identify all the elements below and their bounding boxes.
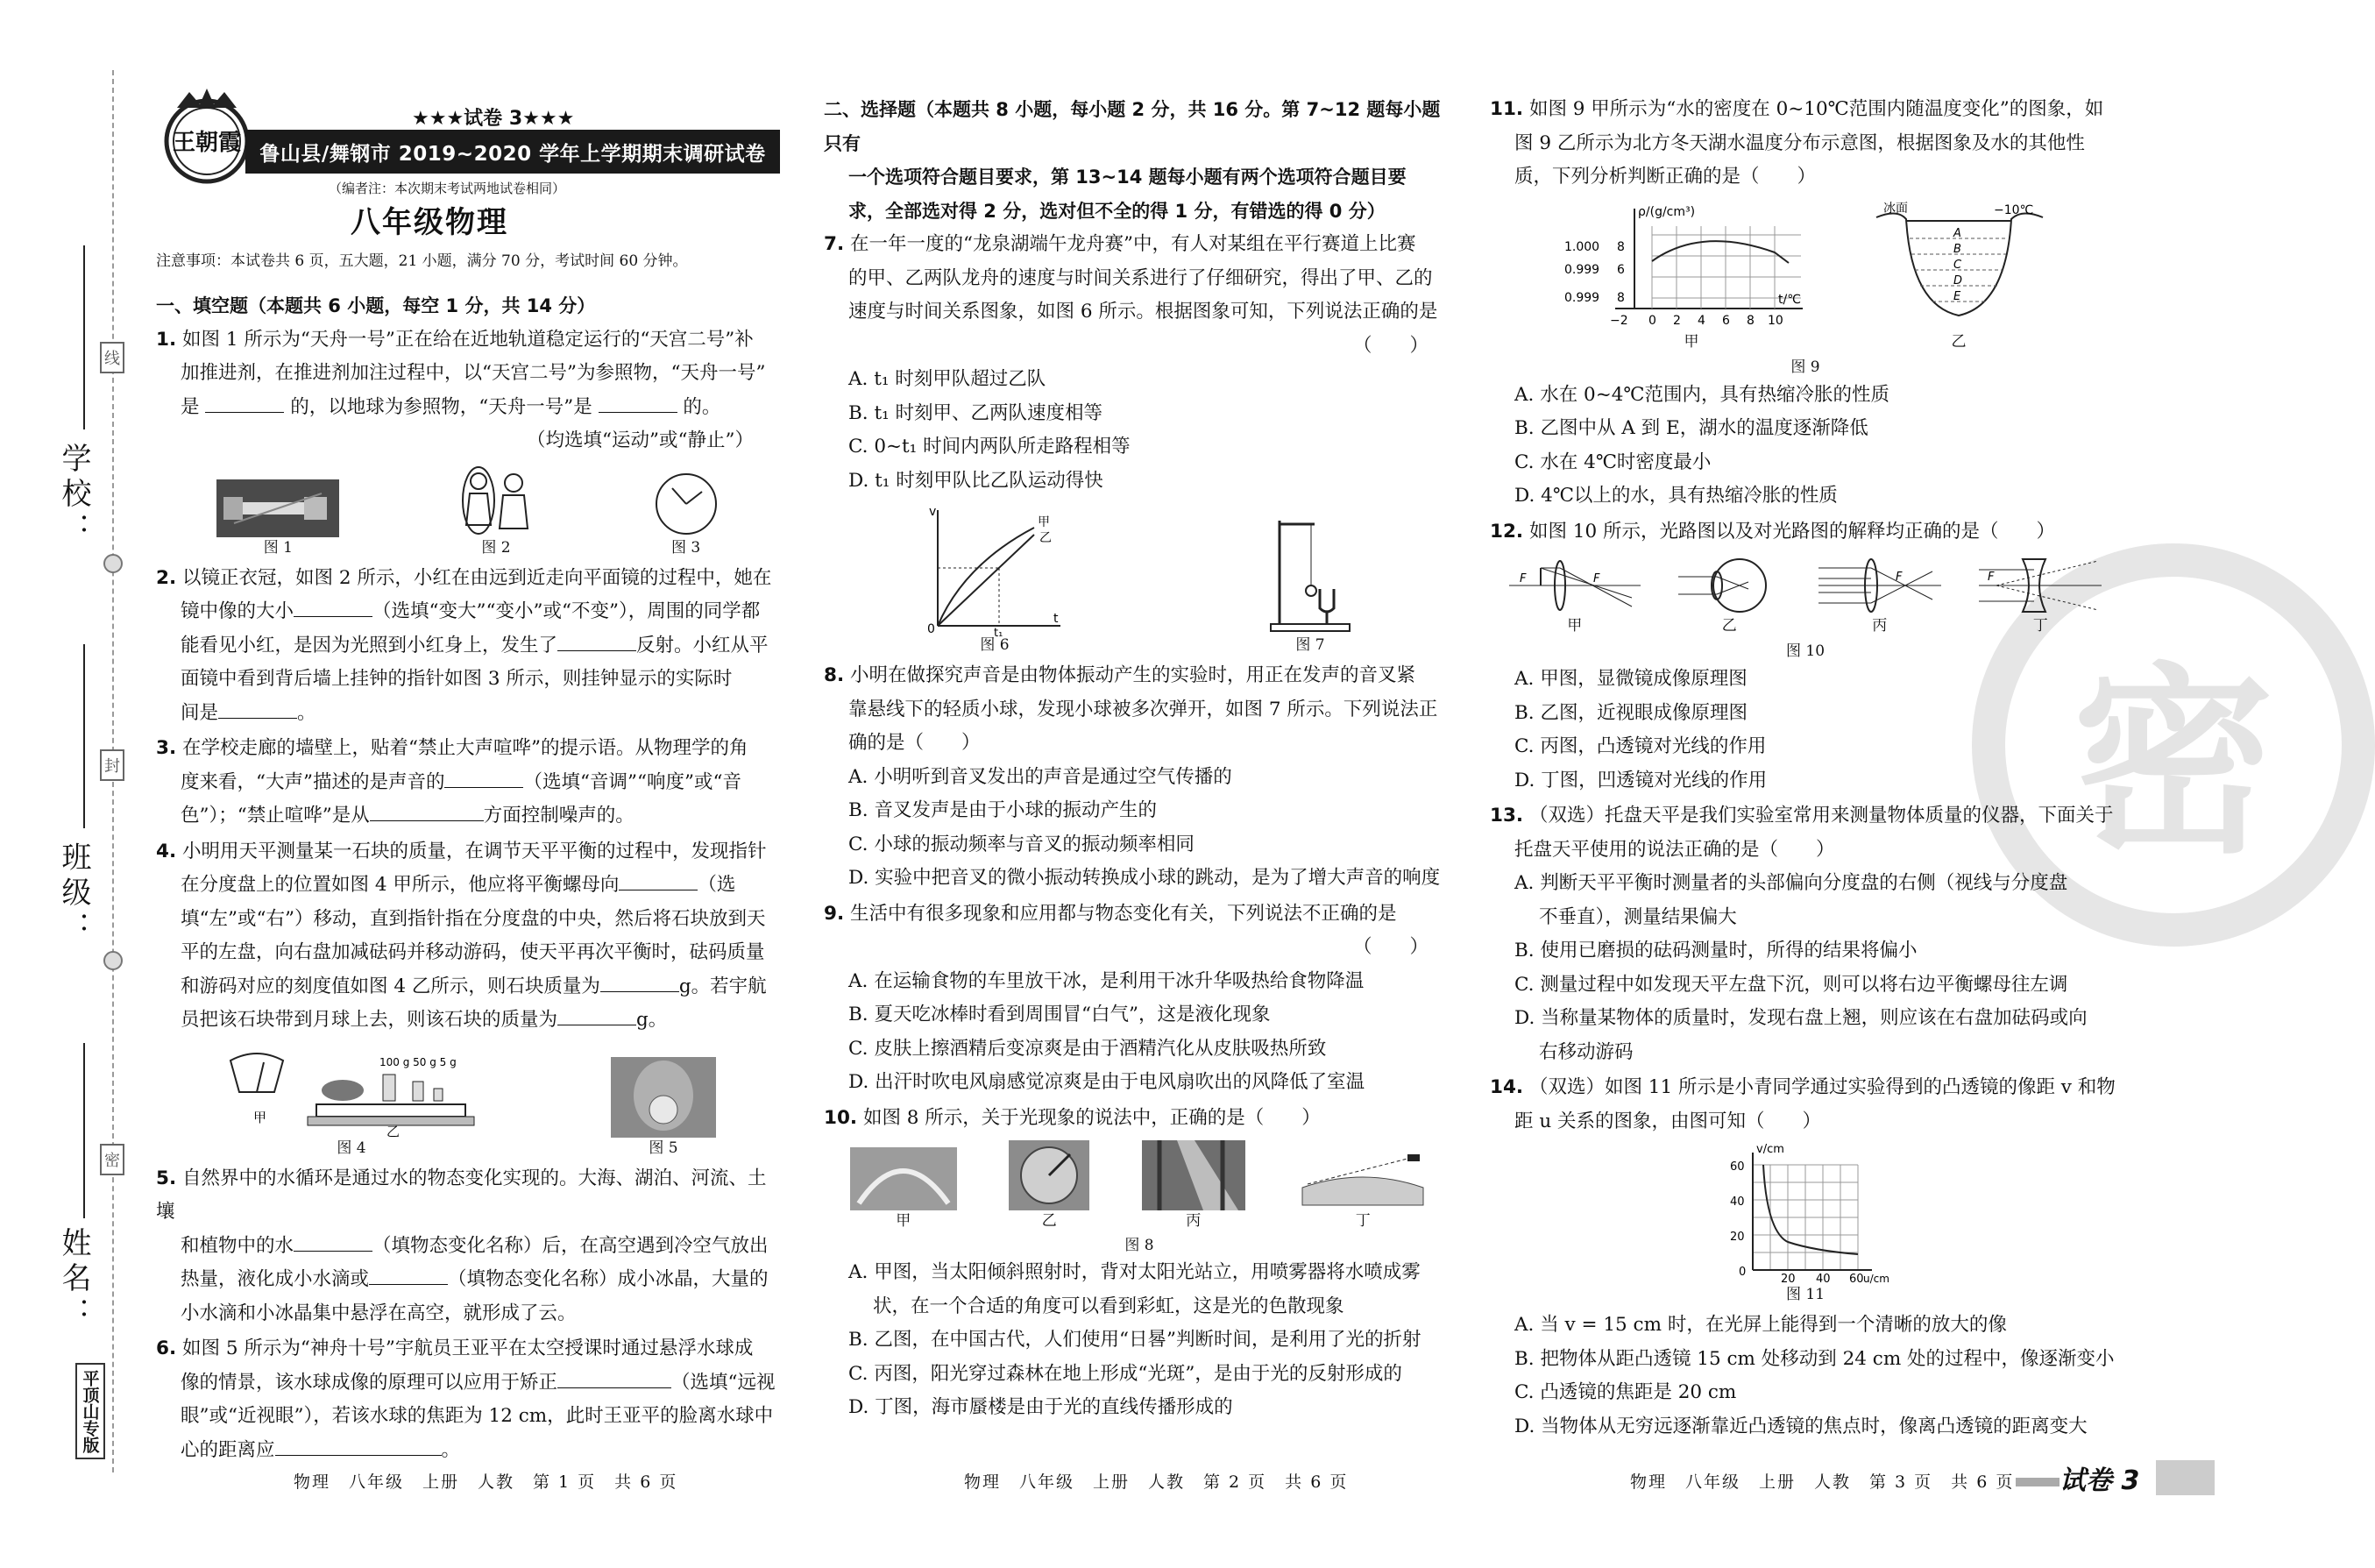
svg-text:0.999: 0.999 bbox=[1564, 262, 1600, 277]
question-13: 13. （双选）托盘天平是我们实验室常用来测量物体质量的仪器，下面关于 托盘天平使用的说法正确的是（ ） A. 判断天平平衡时测量者的头部偏向分度盘的右侧（视线与分度盘 不垂直），测量结果偏大 B. 使用已磨损的砝码测量时，所得的结果将偏小 C. 测量过程中如发现天平左盘下沉，则可以将右边平衡螺母往左调 D. 当称量某物体的质量时，发现右盘上翘，则应该在右盘加砝码或向 右移动游码 bbox=[1490, 799, 2121, 1069]
column-1 bbox=[156, 289, 780, 1469]
option-d[interactable]: D. 实验中把音叉的微小振动转换成小球的跳动，是为了增大声音的响度 bbox=[848, 867, 1441, 889]
binding-mark-line: 线 bbox=[100, 342, 124, 373]
magnifier-ray-diagram bbox=[1509, 554, 1641, 615]
answer-blank[interactable] bbox=[294, 596, 372, 617]
svg-text:−10℃: −10℃ bbox=[1994, 202, 2034, 217]
figure-8: 甲 乙 丙 丁 bbox=[824, 1140, 1455, 1231]
answer-blank[interactable] bbox=[619, 869, 698, 890]
option-c[interactable]: C. 小球的振动频率与音叉的振动频率相同 bbox=[848, 833, 1195, 855]
option-c[interactable]: C. 丙图，凸透镜对光线的作用 bbox=[1514, 735, 1767, 757]
svg-text:6: 6 bbox=[1617, 262, 1625, 277]
svg-text:甲: 甲 bbox=[1038, 515, 1050, 529]
svg-text:t: t bbox=[1053, 612, 1059, 626]
svg-text:F: F bbox=[1519, 572, 1527, 585]
svg-text:1.000: 1.000 bbox=[1564, 239, 1600, 254]
option-a[interactable]: A. 小明听到音叉发出的声音是通过空气传播的 bbox=[848, 765, 1232, 788]
svg-text:8: 8 bbox=[1617, 290, 1625, 305]
figure-3: 图 3 bbox=[653, 471, 720, 558]
option-a[interactable]: A. 甲图，当太阳倾斜照射时，背对太阳光站立，用喷雾器将水喷成雾 bbox=[848, 1261, 1421, 1283]
answer-blank[interactable] bbox=[600, 971, 679, 992]
option-c[interactable]: C. 皮肤上擦酒精后变凉爽是由于酒精汽化从皮肤吸热所致 bbox=[848, 1037, 1327, 1060]
svg-text:ρ/(g/cm³): ρ/(g/cm³) bbox=[1638, 204, 1696, 219]
figure-5: 图 5 bbox=[611, 1057, 716, 1159]
option-c[interactable]: C. 丙图，阳光穿过森林在地上形成“光斑”，是由于光的反射形成的 bbox=[848, 1362, 1402, 1385]
svg-text:v/cm: v/cm bbox=[1756, 1143, 1784, 1156]
svg-text:0.999: 0.999 bbox=[1564, 290, 1600, 305]
lake-temperature-diagram bbox=[1871, 200, 2046, 331]
figures-4-5 bbox=[156, 1043, 780, 1159]
answer-blank[interactable] bbox=[557, 1004, 636, 1025]
eye-ray-diagram bbox=[1678, 554, 1780, 615]
answer-blank[interactable] bbox=[369, 1264, 448, 1285]
svg-text:t₁: t₁ bbox=[994, 627, 1003, 640]
option-c[interactable]: C. 水在 4℃时密度最小 bbox=[1514, 451, 1712, 473]
question-10: 10. 如图 8 所示，关于光现象的说法中，正确的是（ ） bbox=[824, 1106, 1321, 1129]
question-3: 3. 在学校走廊的墙壁上，贴着“禁止大声喧哗”的提示语。从物理学的角 度来看，“大声”描述的是声音的 （选填“音调”“响度”或“音 色”）；“禁止喧哗”是从 方面控制噪声的。 bbox=[156, 737, 748, 827]
question-14: 14. （双选）如图 11 所示是小青同学通过实验得到的凸透镜的像距 v 和物 距 u 关系的图象，由图可知（ ） bbox=[1490, 1076, 2116, 1132]
figure-9-caption: 图 9 bbox=[1790, 358, 1820, 376]
option-a[interactable]: A. 判断天平平衡时测量者的头部偏向分度盘的右侧（视线与分度盘 bbox=[1514, 872, 2068, 894]
answer-blank[interactable] bbox=[557, 630, 636, 651]
footer-decoration bbox=[2016, 1478, 2060, 1486]
column-3 bbox=[1490, 93, 2121, 1445]
svg-text:F: F bbox=[1895, 571, 1903, 584]
fig4-yi-label: 乙 bbox=[386, 1123, 401, 1139]
binding-mark-secret: 密 bbox=[100, 1144, 124, 1175]
svg-text:D: D bbox=[1953, 273, 1963, 287]
class-field bbox=[83, 644, 85, 828]
logo-text: 王朝霞 bbox=[172, 130, 242, 156]
option-d[interactable]: D. 当称量某物体的质量时，发现右盘上翘，则应该在右盘加砝码或向 bbox=[1514, 1007, 2088, 1029]
question-14-options bbox=[1490, 1309, 2121, 1444]
option-a[interactable]: A. 在运输食物的车里放干冰，是利用干冰升华吸热给食物降温 bbox=[848, 969, 1365, 992]
svg-text:60: 60 bbox=[1730, 1160, 1745, 1174]
concave-lens-ray-diagram bbox=[1979, 554, 2102, 615]
svg-text:乙: 乙 bbox=[1039, 531, 1052, 545]
option-a[interactable]: A. 当 v = 15 cm 时，在光屏上能得到一个清晰的放大的像 bbox=[1514, 1314, 2007, 1336]
answer-blank[interactable] bbox=[205, 392, 284, 413]
balance-drawing bbox=[220, 1043, 483, 1138]
option-d[interactable]: D. 丁图，凹透镜对光线的作用 bbox=[1514, 769, 1768, 791]
option-d[interactable]: D. 4℃以上的水，具有热缩冷胀的性质 bbox=[1514, 485, 1838, 507]
footer-page-2: 物理 八年级 上册 人教 第 2 页 共 6 页 bbox=[964, 1472, 1349, 1492]
svg-text:0: 0 bbox=[1648, 313, 1656, 328]
question-2: 2. 以镜正衣冠，如图 2 所示，小红在由远到近走向平面镜的过程中，她在 镜中像的大小 （选填“变大”“变小”或“不变”），周围的同学都 能看见小红，是因为光照到小红身上，发生了 反射。小红从平 面镜中看到背后墙上挂钟的指针如图 3 所示，则挂钟显示的实际时 间是 。 bbox=[156, 566, 772, 724]
question-9: 9. 生活中有很多现象和应用都与物态变化有关，下列说法不正确的是 （ ） A. 在运输食物的车里放干冰，是利用干冰升华吸热给食物降温 B. 夏天吃冰棒时看到周围冒“白气”，这是液化现象 C. 皮肤上擦酒精后变凉爽是由于酒精汽化从皮肤吸热所致 D. 出汗时吹电风扇感觉凉爽是由于电风扇吹出的风降低了室温 bbox=[824, 898, 1455, 1100]
svg-text:−2: −2 bbox=[1610, 313, 1628, 328]
svg-text:6: 6 bbox=[1722, 313, 1730, 328]
svg-text:10: 10 bbox=[1768, 313, 1783, 328]
school-field bbox=[83, 245, 85, 429]
svg-text:20: 20 bbox=[1730, 1231, 1745, 1244]
figure-9: ρ/(g/cm³) 1.000 8 0.999 6 0.999 8 t/℃ −2 0 2 4 6 8 10 甲 冰面 −10℃ A B C D E 乙 bbox=[1490, 200, 2121, 352]
answer-blank[interactable] bbox=[557, 1367, 671, 1388]
option-c[interactable]: C. 测量过程中如发现天平左盘下沉，则可以将右边平衡螺母往左调 bbox=[1514, 973, 2068, 996]
svg-text:C: C bbox=[1953, 258, 1962, 272]
option-b[interactable]: B. 乙图，近视眼成像原理图 bbox=[1514, 701, 1748, 724]
question-11-options bbox=[1490, 379, 2121, 514]
svg-text:t/℃: t/℃ bbox=[1778, 292, 1801, 307]
paper-tag: 试卷 3 bbox=[2060, 1465, 2140, 1496]
option-b[interactable]: B. 使用已磨损的砝码测量时，所得的结果将偏小 bbox=[1514, 940, 1918, 961]
fig4-weights-label: 100 g 50 g 5 g bbox=[379, 1055, 457, 1068]
mirage-drawing bbox=[1297, 1149, 1429, 1210]
seal-watermark: 密 bbox=[1972, 543, 2375, 947]
binding-margin bbox=[0, 0, 140, 1568]
class-label: 班级： bbox=[56, 841, 91, 947]
astronaut-waterball-photo bbox=[611, 1057, 716, 1138]
question-7: 7. 在一年一度的“龙泉湖端午龙舟赛”中，有人对某组在平行赛道上比赛 的甲、乙两队龙舟的速度与时间关系进行了仔细研究，得出了甲、乙的 速度与时间关系图象，如图 6 所示。根据图象可知，下列说法正确的是 （ ） A. t₁ 时刻甲队超过乙队 B. t₁ 时刻甲、乙两队速度相等 C. 0~t₁ 时间内两队所走路程相等 D. t₁ 时刻甲队比乙队运动得快 bbox=[824, 228, 1455, 498]
option-b[interactable]: B. 夏天吃冰棒时看到周围冒“白气”，这是液化现象 bbox=[848, 1004, 1271, 1025]
question-10-options: A. 甲图，当太阳倾斜照射时，背对太阳光站立，用喷雾器将水喷成雾 状，在一个合适的角度可以看到彩虹，这是光的色散现象 B. 乙图，在中国古代，人们使用“日晷”判断时间，是利用了光的折射 C. 丙图，阳光穿过森林在地上形成“光斑”，是由于光的反射形成的 D. 丁图，海市蜃楼是由于光的直线传播形成的 bbox=[824, 1256, 1455, 1425]
svg-text:40: 40 bbox=[1816, 1273, 1831, 1286]
school-label: 学校： bbox=[56, 443, 91, 548]
question-1: 1. 如图 1 所示为“天舟一号”正在给在近地轨道稳定运行的“天宫二号”补 加推进剂，在推进剂加注过程中，以“天宫二号”为参照物，“天舟一号” 是 的，以地球为参照物，“天舟一号”是 的。 （均选填“运动”或“静止”） bbox=[156, 328, 766, 451]
fig4-jia-label: 甲 bbox=[253, 1109, 267, 1125]
footer-page-3: 物理 八年级 上册 人教 第 3 页 共 6 页 bbox=[1630, 1472, 2015, 1492]
svg-text:0: 0 bbox=[927, 622, 935, 636]
figures-6-7 bbox=[824, 503, 1455, 656]
answer-blank[interactable] bbox=[599, 392, 677, 413]
figure-7: 图 7 bbox=[1262, 512, 1358, 656]
svg-text:0: 0 bbox=[1739, 1266, 1747, 1279]
svg-text:冰面: 冰面 bbox=[1883, 201, 1908, 216]
question-12-options bbox=[1490, 663, 2121, 798]
footer-page-1: 物理 八年级 上册 人教 第 1 页 共 6 页 bbox=[294, 1472, 678, 1492]
option-b[interactable]: B. t₁ 时刻甲、乙两队速度相等 bbox=[848, 401, 1103, 424]
option-b[interactable]: B. 乙图，在中国古代，人们使用“日晷”判断时间，是利用了光的折射 bbox=[848, 1329, 1421, 1351]
option-c[interactable]: C. 凸透镜的焦距是 20 cm bbox=[1514, 1381, 1737, 1403]
svg-text:8: 8 bbox=[1747, 313, 1755, 328]
convex-lens-ray-diagram bbox=[1818, 554, 1941, 615]
sundial-photo bbox=[1009, 1140, 1089, 1210]
column-2: 二、选择题（本题共 8 小题，每小题 2 分，共 16 分。第 7~12 题每小题只有 一个选项符合题目要求，第 13~14 题每小题有两个选项符合题目要 求，全部选对得 2 分，选对但不全的得 1 分，有错选的得 0 分） 7. 在一年一度的“龙泉湖端午龙舟赛”中，有人对某组在平行赛道上比赛 的甲、乙两队龙舟的速度与时间关系进行了仔细研究，得出了甲、乙的 速度与时间关系图象，如图 6 所示。根据图象可知，下列说法正确的是 （ ） A. t₁ 时刻甲队超过乙队 B. t₁ 时刻甲、乙两队速度相等 C. 0~t₁ 时间内两队所走路程相等 D. t₁ 时刻甲队比乙队运动得快 v t 0 t₁ 甲 乙 图 6 图 7 8. 小明在做探究声音是由物体振动产生的实验时，用正在发声的音叉紧 靠悬线下的轻质小球，发现小球被多次弹开，如图 7 所示。下列说法正 确的是（ ） A. 小明听到音叉发出的声音是通过空气传播的 B. 音叉发声是由于小球的振动产生的 C. 小球的振动频率与音叉的振动频率相同 D. 实验中把音叉的微小振动转换成小球的跳动，是为了增大声音的响度 9. 生活中有很多现象和应用都与物态变化有关，下列说法不正确的是 （ ） A. 在运输食物的车里放干冰，是利用干冰升华吸热给食物降温 B. 夏天吃冰棒时看到周围冒“白气”，这是液化现象 C. 皮肤上擦酒精后变凉爽是由于酒精汽化从皮肤吸热所致 D. 出汗时吹电风扇感觉凉爽是由于电风扇吹出的风降低了室温 10. 如图 8 所示，关于光现象的说法中，正确的是（ ） 甲 乙 丙 丁 图 8 A. 甲图，当太阳倾斜照射时，背对太阳光站立，用喷雾器将水喷成雾 状，在一个合适的角度可以看到彩虹，这是光的色散现象 B. 乙图，在中国古代，人们使用“日晷”判断时间，是利用了光的折射 C. 丙图，阳光穿过森林在地上形成“光斑”，是由于光的反射形成的 D. 丁图，海市蜃楼是由于光的直线传播形成的 bbox=[824, 93, 1455, 1427]
exam-notice: 注意事项：本试卷共 6 页，五大题，21 小题，满分 70 分，考试时间 60 分钟。 bbox=[156, 252, 688, 270]
figure-6: v t 0 t₁ 甲 乙 图 6 bbox=[920, 503, 1069, 656]
figure-10: F F 甲 乙 F 丙 F 丁 bbox=[1490, 554, 2121, 636]
answer-blank[interactable] bbox=[275, 1435, 442, 1456]
figure-11: v/cm 60 40 20 0 20 40 60 u/cm 图 11 bbox=[1490, 1144, 2121, 1305]
answer-blank[interactable] bbox=[218, 698, 297, 719]
option-b[interactable]: B. 把物体从距凸透镜 15 cm 处移动到 24 cm 处的过程中，像逐渐变小 bbox=[1514, 1347, 2115, 1370]
velocity-time-graph bbox=[920, 503, 1069, 640]
option-a[interactable]: A. 水在 0~4℃范围内，具有热缩冷胀的性质 bbox=[1514, 383, 1889, 406]
paper-title: 鲁山县/舞钢市 2019~2020 学年上学期期末调研试卷 bbox=[245, 130, 780, 174]
figure-4: 甲 100 g 50 g 5 g 乙 图 4 bbox=[220, 1043, 483, 1159]
svg-text:F: F bbox=[1592, 572, 1600, 585]
figure-8-caption: 图 8 bbox=[1124, 1237, 1154, 1254]
question-12: 12. 如图 10 所示，光路图以及对光路图的解释均正确的是（ ） bbox=[1490, 520, 2055, 543]
subject-title: 八年级物理 bbox=[351, 205, 508, 240]
question-6: 6. 如图 5 所示为“神舟十号”宇航员王亚平在太空授课时通过悬浮水球成 像的情景，该水球成像的原理可以应用于矫正 （选填“远视 眼”或“近视眼”），若该水球的焦距为 12 cm，此时王亚平的脸离水球中 心的距离应 。 bbox=[156, 1337, 776, 1461]
svg-text:2: 2 bbox=[1673, 313, 1681, 328]
editor-note: （编者注：本次期末考试两地试卷相同） bbox=[329, 181, 566, 196]
section-heading: 一、填空题（本题共 6 小题，每空 1 分，共 14 分） bbox=[156, 295, 596, 316]
mirror-girls-drawing bbox=[461, 464, 531, 537]
option-b[interactable]: B. 音叉发声是由于小球的振动产生的 bbox=[848, 799, 1157, 821]
figure-2: 图 2 bbox=[461, 464, 531, 558]
svg-text:v: v bbox=[929, 505, 937, 519]
option-d[interactable]: D. 出汗时吹电风扇感觉凉爽是由于电风扇吹出的风降低了室温 bbox=[848, 1071, 1365, 1093]
svg-text:u/cm: u/cm bbox=[1863, 1273, 1889, 1285]
svg-text:A: A bbox=[1953, 226, 1961, 240]
option-d[interactable]: D. t₁ 时刻甲队比乙队运动得快 bbox=[848, 469, 1103, 492]
image-distance-graph bbox=[1718, 1144, 1893, 1284]
question-8: 8. 小明在做探究声音是由物体振动产生的实验时，用正在发声的音叉紧 靠悬线下的轻质小球，发现小球被多次弹开，如图 7 所示。下列说法正 确的是（ ） A. 小明听到音叉发出的声音是通过空气传播的 B. 音叉发声是由于小球的振动产生的 C. 小球的振动频率与音叉的振动频率相同 D. 实验中把音叉的微小振动转换成小球的跳动，是为了增大声音的响度 bbox=[824, 659, 1455, 896]
section-heading: 二、选择题（本题共 8 小题，每小题 2 分，共 16 分。第 7~12 题每小题只有 bbox=[824, 99, 1441, 154]
option-a[interactable]: A. t₁ 时刻甲队超过乙队 bbox=[848, 368, 1046, 390]
option-d[interactable]: D. 丁图，海市蜃楼是由于光的直线传播形成的 bbox=[848, 1396, 1233, 1418]
figure-1: 图 1 bbox=[216, 479, 339, 558]
svg-text:60: 60 bbox=[1849, 1273, 1864, 1286]
forest-light-photo bbox=[1142, 1140, 1245, 1210]
spacecraft-photo bbox=[216, 479, 339, 537]
binding-hole-icon bbox=[103, 554, 123, 573]
svg-text:40: 40 bbox=[1730, 1196, 1745, 1209]
question-11: 11. 如图 9 甲所示为“水的密度在 0~10℃范围内随温度变化”的图象，如 图 9 乙所示为北方冬天湖水温度分布示意图，根据图象及水的其他性 质，下列分析判断正确的是（ ） bbox=[1490, 98, 2104, 188]
clock-icon bbox=[653, 471, 720, 537]
binding-hole-icon bbox=[103, 951, 123, 970]
svg-text:E: E bbox=[1953, 289, 1961, 303]
name-label: 姓名： bbox=[56, 1227, 91, 1332]
figure-10-caption: 图 10 bbox=[1785, 642, 1826, 660]
answer-blank[interactable] bbox=[294, 1231, 372, 1252]
option-b[interactable]: B. 乙图中从 A 到 E，湖水的温度逐渐降低 bbox=[1514, 417, 1868, 439]
edition-label: 平顶山专版 bbox=[75, 1363, 105, 1459]
name-field bbox=[83, 1043, 85, 1218]
option-d[interactable]: D. 当物体从无穷远逐渐靠近凸透镜的焦点时，像离凸透镜的距离变大 bbox=[1514, 1415, 2088, 1437]
svg-text:F: F bbox=[1988, 571, 1995, 584]
question-4: 4. 小明用天平测量某一石块的质量，在调节天平平衡的过程中，发现指针 在分度盘上的位置如图 4 甲所示，他应将平衡螺母向 （选 填“左”或“右”）移动，直到指针指在分度盘的中央，然后将石块放到天 平的左盘，向右盘加减砝码并移动游码，使天平再次平衡时，砝码质量 和游码对应的刻度值如图 4 乙所示，则石块质量为 g。若宇航 员把该石块带到月球上去，则该石块的质量为 g。 bbox=[156, 840, 767, 1031]
answer-blank[interactable] bbox=[444, 767, 523, 788]
option-a[interactable]: A. 甲图，显微镜成像原理图 bbox=[1514, 668, 1748, 690]
footer-decoration bbox=[2156, 1460, 2215, 1495]
svg-text:20: 20 bbox=[1781, 1273, 1796, 1286]
svg-text:4: 4 bbox=[1698, 313, 1705, 328]
option-c[interactable]: C. 0~t₁ 时间内两队所走路程相等 bbox=[848, 436, 1131, 458]
paper-badge: ★★★试卷 3★★★ bbox=[412, 108, 575, 130]
rainbow-photo bbox=[850, 1147, 957, 1210]
question-5: 5. 自然界中的水循环是通过水的物态变化实现的。大海、湖泊、河流、土壤 和植物中的水 （填物态变化名称）后，在高空遇到冷空气放出 热量，液化成小水滴或 （填物态变化名称）成小冰晶，大量的 小水滴和小冰晶集中悬浮在高空，就形成了云。 bbox=[156, 1167, 769, 1324]
answer-blank[interactable] bbox=[370, 800, 484, 821]
svg-text:B: B bbox=[1953, 242, 1961, 256]
svg-text:8: 8 bbox=[1617, 239, 1625, 254]
binding-mark-seal: 封 bbox=[100, 749, 124, 781]
density-temperature-graph bbox=[1564, 200, 1818, 331]
tuning-fork-apparatus bbox=[1262, 512, 1358, 635]
figures-1-3 bbox=[156, 464, 780, 558]
